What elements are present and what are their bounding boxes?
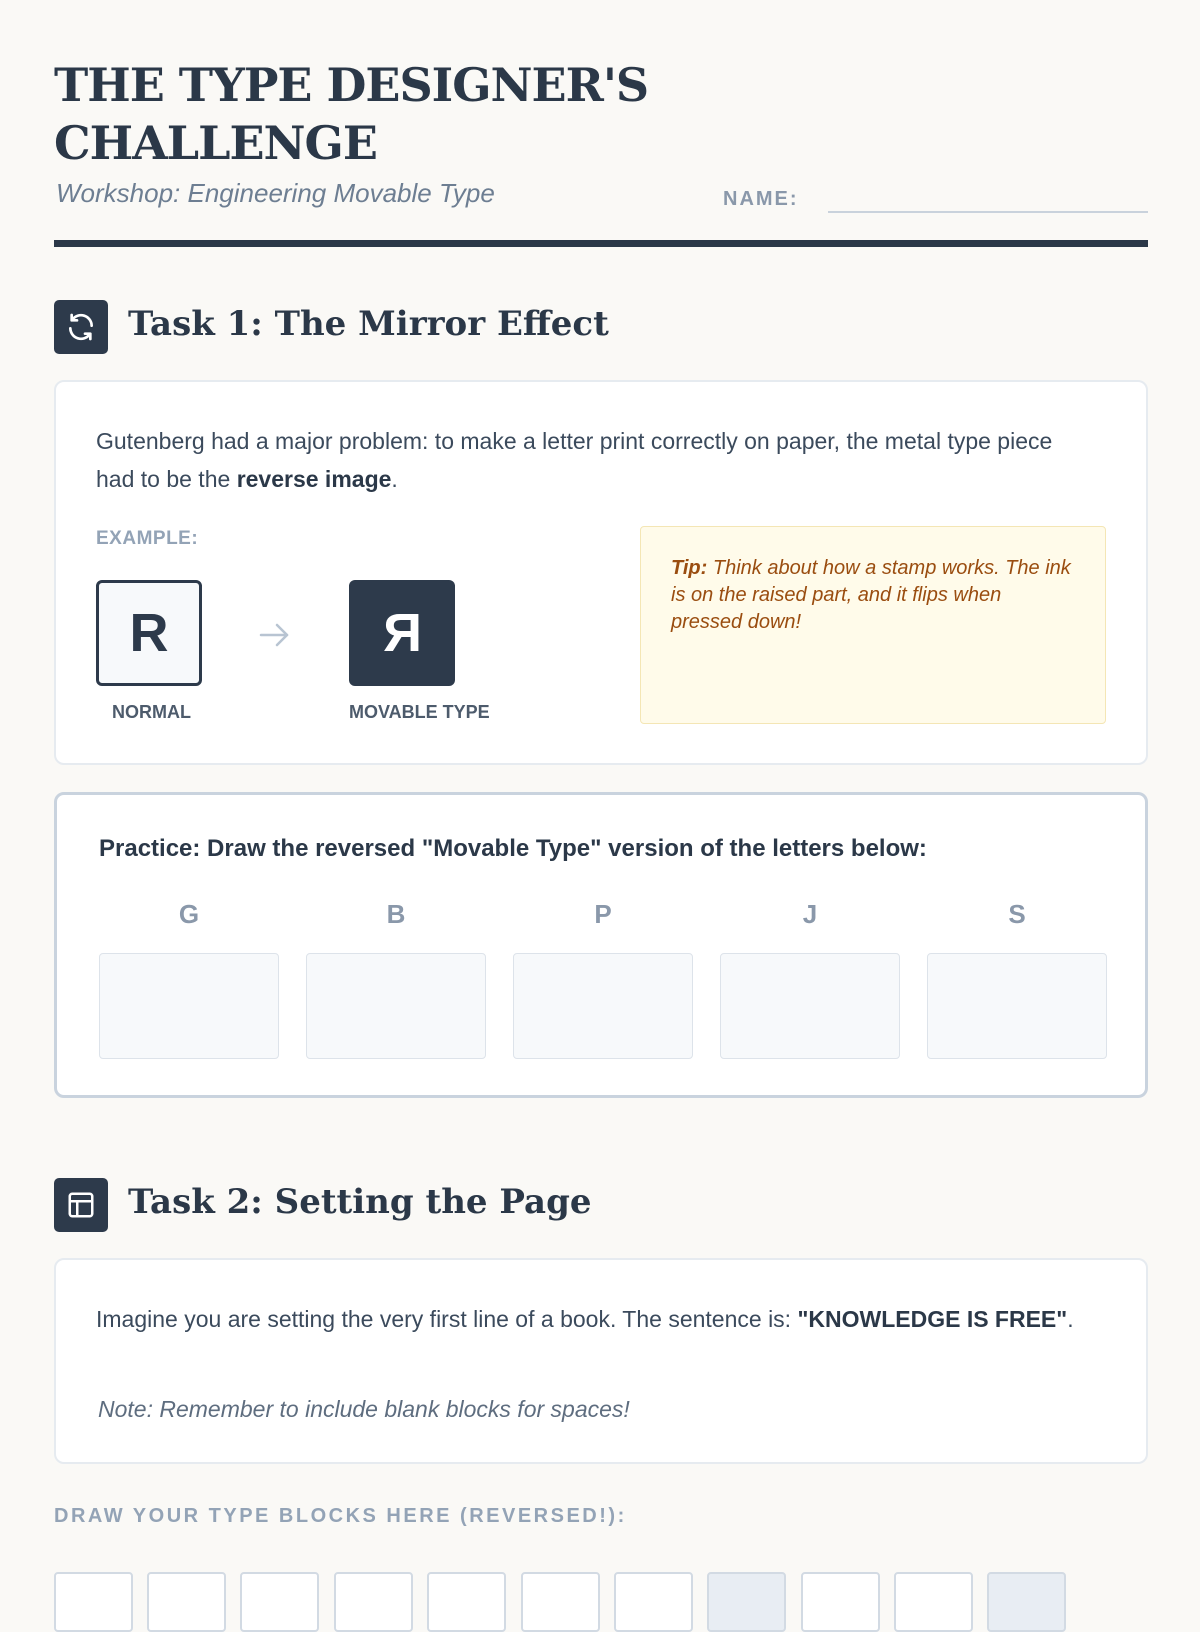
movable-type-caption: MOVABLE TYPE	[349, 702, 490, 722]
task2-title: Task 2: Setting the Page	[128, 1182, 592, 1222]
title-line-2: CHALLENGE	[54, 116, 377, 170]
practice-column-g	[99, 899, 279, 1059]
task1-intro-bold: reverse image	[236, 466, 392, 492]
task2-note: Note: Remember to include blank blocks for spaces!	[98, 1396, 630, 1422]
reversed-letter-box	[349, 580, 455, 686]
task1-intro-end: .	[391, 466, 398, 492]
type-block[interactable]	[334, 1572, 413, 1632]
example-label: EXAMPLE:	[96, 528, 199, 549]
task2-intro-end: .	[1067, 1306, 1074, 1332]
title-line-1: THE TYPE DESIGNER'S	[54, 58, 649, 112]
drawing-box[interactable]	[513, 953, 693, 1059]
practice-letter: S	[1008, 899, 1026, 929]
type-block[interactable]	[521, 1572, 600, 1632]
space-block[interactable]	[707, 1572, 786, 1632]
task1-intro	[96, 422, 1096, 498]
practice-column-s	[927, 899, 1107, 1059]
normal-caption: NORMAL	[112, 702, 191, 722]
space-block[interactable]	[987, 1572, 1066, 1632]
practice-column-j	[720, 899, 900, 1059]
task2-sentence: "KNOWLEDGE IS FREE"	[797, 1306, 1068, 1332]
practice-letter: B	[386, 899, 406, 929]
type-block[interactable]	[427, 1572, 506, 1632]
type-block[interactable]	[614, 1572, 693, 1632]
task1-title: Task 1: The Mirror Effect	[128, 304, 609, 344]
type-block[interactable]	[801, 1572, 880, 1632]
name-label: NAME:	[723, 188, 799, 210]
refresh-icon	[54, 300, 108, 354]
normal-letter: R	[129, 603, 169, 663]
practice-letter: G	[178, 899, 200, 929]
draw-blocks-label: DRAW YOUR TYPE BLOCKS HERE (REVERSED!):	[54, 1505, 627, 1527]
practice-letter: J	[802, 899, 818, 929]
reversed-letter: R	[382, 603, 422, 663]
drawing-box[interactable]	[927, 953, 1107, 1059]
practice-column-b	[306, 899, 486, 1059]
page-subtitle: Workshop: Engineering Movable Type	[56, 178, 495, 208]
tip-text: Think about how a stamp works. The ink is on the raised part, and it flips when pressed down!	[671, 557, 1071, 633]
page-title	[54, 56, 694, 172]
tip-label: Tip:	[671, 557, 708, 579]
practice-column-p	[513, 899, 693, 1059]
practice-prompt: Practice: Draw the reversed "Movable Type" version of the letters below:	[99, 835, 927, 862]
drawing-box[interactable]	[99, 953, 279, 1059]
arrow-right-icon	[258, 620, 292, 655]
type-block[interactable]	[147, 1572, 226, 1632]
header-divider	[54, 240, 1148, 247]
tip-box	[640, 526, 1106, 724]
drawing-box[interactable]	[720, 953, 900, 1059]
task2-card	[54, 1258, 1148, 1464]
task1-intro-text: Gutenberg had a major problem: to make a letter print correctly on paper, the metal type piece had to be the	[96, 428, 1053, 492]
practice-card	[54, 792, 1148, 1098]
type-block[interactable]	[894, 1572, 973, 1632]
name-field[interactable]	[828, 211, 1148, 213]
type-block[interactable]	[54, 1572, 133, 1632]
practice-letter: P	[594, 899, 612, 929]
layout-icon	[54, 1178, 108, 1232]
type-block[interactable]	[240, 1572, 319, 1632]
task2-intro	[96, 1300, 1096, 1338]
normal-letter-box	[96, 580, 202, 686]
drawing-box[interactable]	[306, 953, 486, 1059]
task2-intro-text: Imagine you are setting the very first line of a book. The sentence is:	[96, 1306, 798, 1332]
